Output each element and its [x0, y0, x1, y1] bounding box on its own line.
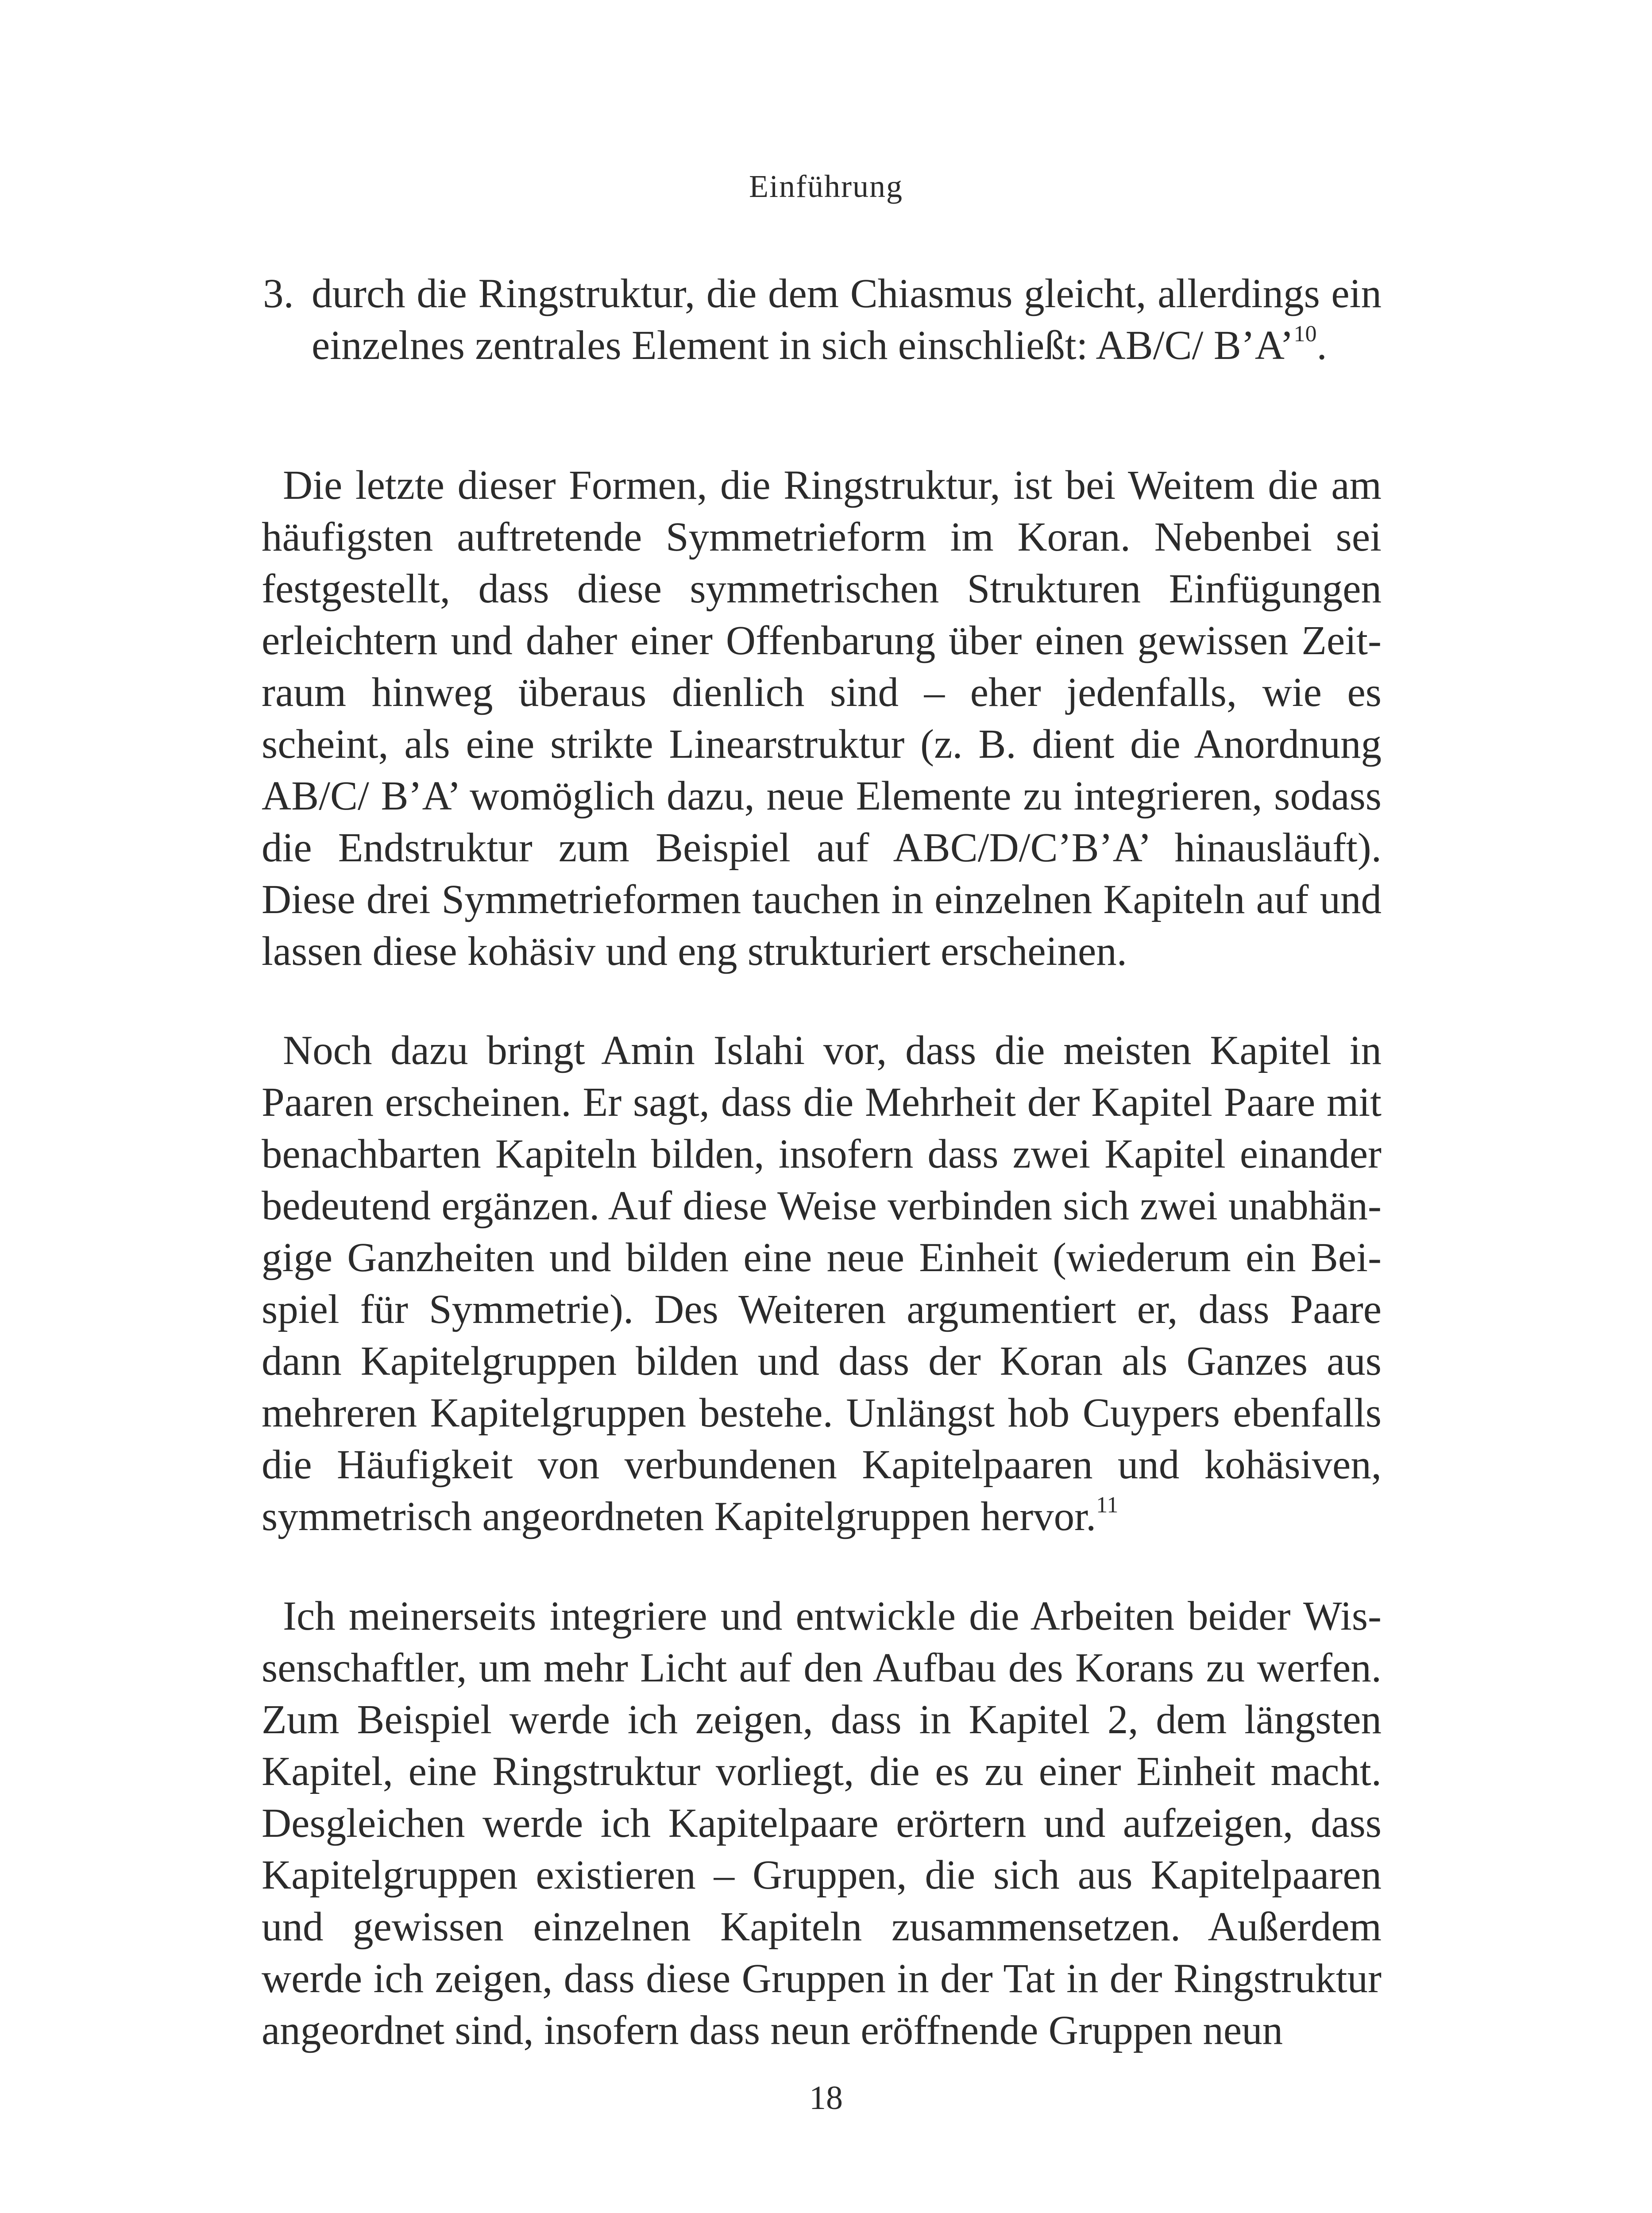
body-paragraph: [262, 1025, 1382, 1542]
footnote-reference: 11: [1096, 1492, 1119, 1518]
numbered-list-item: [263, 268, 1382, 371]
body-paragraph: [262, 1590, 1382, 2056]
paragraph-text: Ich meinerseits integriere und entwickle die Arbeiten beider Wissenschaftler, um mehr Licht auf den Aufbau des Korans zu werfen. Zum Beispiel werde ich zeigen, dass in Kapitel 2, dem längsten Kapitel, eine Ringstruktur vorliegt, die es zu einer Einheit macht. Desgleichen werde ich Kapitelpaare erörtern und aufzeigen, dass Kapitelgruppen existieren – Gruppen, die sich aus Kapitelpaaren und gewissen einzelnen Kapiteln zusammensetzen. Außerdem werde ich zeigen, dass diese Gruppen in der Tat in der Ringstruktur angeordnet sind, insofern dass neun eröffnende Gruppen neun: [262, 1593, 1382, 2053]
running-header: Einführung: [749, 169, 903, 204]
footnote-reference: 10: [1293, 321, 1317, 347]
list-item-trailing: .: [1316, 323, 1327, 368]
paragraph-text: Die letzte dieser Formen, die Ringstruktur, ist bei Weitem die am häufigsten auftretende Symmetrieform im Koran. Nebenbei sei festgestellt, dass diese symmetrischen Strukturen Einfügungen erleichtern und daher einer Offenbarung über einen gewissen Zeitraum hinweg überaus dienlich sind – eher jedenfalls, wie es scheint, als eine strikte Linearstruktur (z. B. dient die Anordnung AB/C/ B’A’ womöglich dazu, neue Elemente zu integrieren, sodass die Endstruktur zum Beispiel auf ABC/D/C’B’A’ hinausläuft). Diese drei Symmetrieformen tauchen in einzelnen Kapiteln auf und lassen diese kohäsiv und eng strukturiert erscheinen.: [262, 463, 1382, 974]
body-paragraph: [262, 459, 1382, 977]
page-number: 18: [809, 2079, 843, 2117]
paragraph-text: Noch dazu bringt Amin Islahi vor, dass die meisten Kapitel in Paaren erscheinen. Er sagt, dass die Mehrheit der Kapitel Paare mit benachbarten Kapiteln bilden, insofern dass zwei Kapitel einander bedeutend ergänzen. Auf diese Weise verbinden sich zwei unabhängige Ganzheiten und bilden eine neue Einheit (wiederum ein Beispiel für Symmetrie). Des Weiteren argumentiert er, dass Paare dann Kapitelgruppen bilden und dass der Koran als Ganzes aus mehreren Kapitelgruppen bestehe. Unlängst hob Cuypers ebenfalls die Häufigkeit von verbundenen Kapitelpaaren und kohäsiven, symmetrisch angeordneten Kapitelgruppen hervor.: [262, 1028, 1382, 1539]
list-item-text: durch die Ringstruktur, die dem Chiasmus gleicht, allerdings ein einzelnes zentrales Element in sich einschließt: AB/C/ B’A’: [312, 271, 1382, 368]
list-item-number: 3.: [263, 271, 294, 316]
